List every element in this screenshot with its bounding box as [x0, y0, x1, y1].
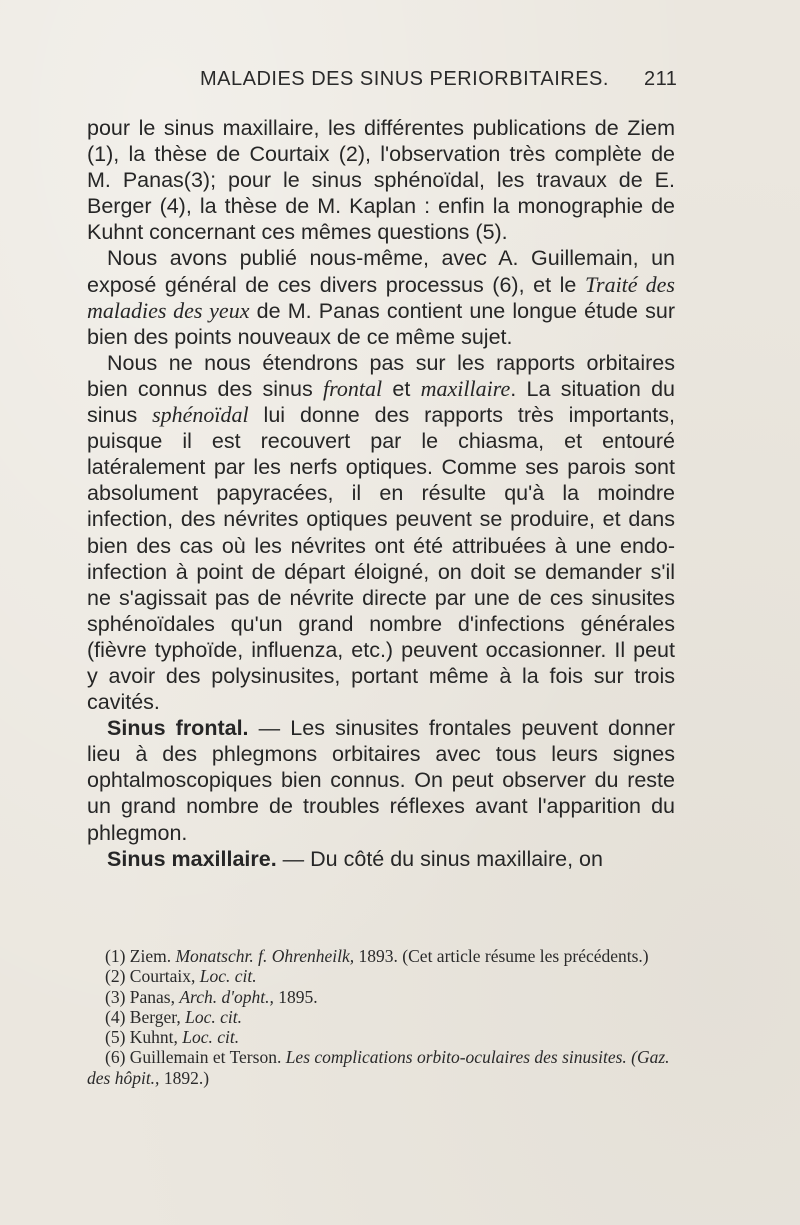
running-header: [200, 68, 770, 94]
footnote-6: (6) Guillemain et Terson. Les complications orbito-oculaires des sinusites. (Gaz. des hôpit., 1892.): [87, 1047, 670, 1088]
section-heading-sinus-maxillaire: Sinus maxillaire.: [107, 846, 277, 871]
paragraph-1: pour le sinus maxillaire, les différentes publications de Ziem (1), la thèse de Courtaix (2), l'observation très complète de M. Panas(3); pour le sinus sphénoïdal, les travaux de E. Berger (4), la thèse de M. Kaplan : enfin la monographie de Kuhnt concernant ces mêmes questions (5).: [87, 116, 675, 245]
footnote-3: (3) Panas, Arch. d'opht., 1895.: [105, 986, 318, 1007]
footnotes: [87, 946, 675, 1088]
footnote-2: (2) Courtaix, Loc. cit.: [105, 966, 257, 987]
running-title: MALADIES DES SINUS PERIORBITAIRES.: [200, 68, 609, 90]
body-text: [87, 115, 675, 872]
footnote-4: (4) Berger, Loc. cit.: [105, 1006, 243, 1027]
paragraph-2: Nous avons publié nous-même, avec A. Guillemain, un exposé général de ces divers processus (6), et le Traité des maladies des yeux de M. Panas contient une longue étude sur bien des points nouveaux de ce même sujet.: [87, 246, 675, 349]
section-heading-sinus-frontal: Sinus frontal.: [107, 716, 249, 741]
paragraph-sinus-frontal: Sinus frontal. — Les sinusites frontales peuvent donner lieu à des phlegmons orbitaires avec tous leurs signes ophtalmoscopiques bien connus. On peut observer du reste un grand nombre de troubles réflexes avant l'apparition du phlegmon.: [87, 716, 675, 845]
footnote-1: (1) Ziem. Monatschr. f. Ohrenheilk, 1893. (Cet article résume les précédents.): [105, 946, 649, 966]
paragraph-sinus-maxillaire: Sinus maxillaire. — Du côté du sinus maxillaire, on: [107, 846, 603, 871]
book-title-italic: Traité des maladies des yeux: [87, 271, 675, 323]
footnote-5: (5) Kuhnt, Loc. cit.: [105, 1027, 240, 1048]
paragraph-3: Nous ne nous étendrons pas sur les rapports orbitaires bien connus des sinus frontal et maxillaire. La situation du sinus sphénoïdal lui donne des rapports très importants, puisque il est recouvert par le chiasma, et entouré latéralement par les nerfs optiques. Comme ses parois sont absolument papyracées, il en résulte qu'à la moindre infection, des névrites optiques peuvent se produire, et dans bien des cas où les névrites ont été attribuées à une endo-infection à point de départ éloigné, on doit se demander s'il ne s'agissait pas de névrite directe par une de ces sinusites sphénoïdales qu'un grand nombre d'infections générales (fièvre typhoïde, influenza, etc.) peuvent occasionner. Il peut y avoir des polysinusites, portant même à la fois sur trois cavités.: [87, 350, 675, 715]
page-number: 211: [644, 68, 678, 90]
